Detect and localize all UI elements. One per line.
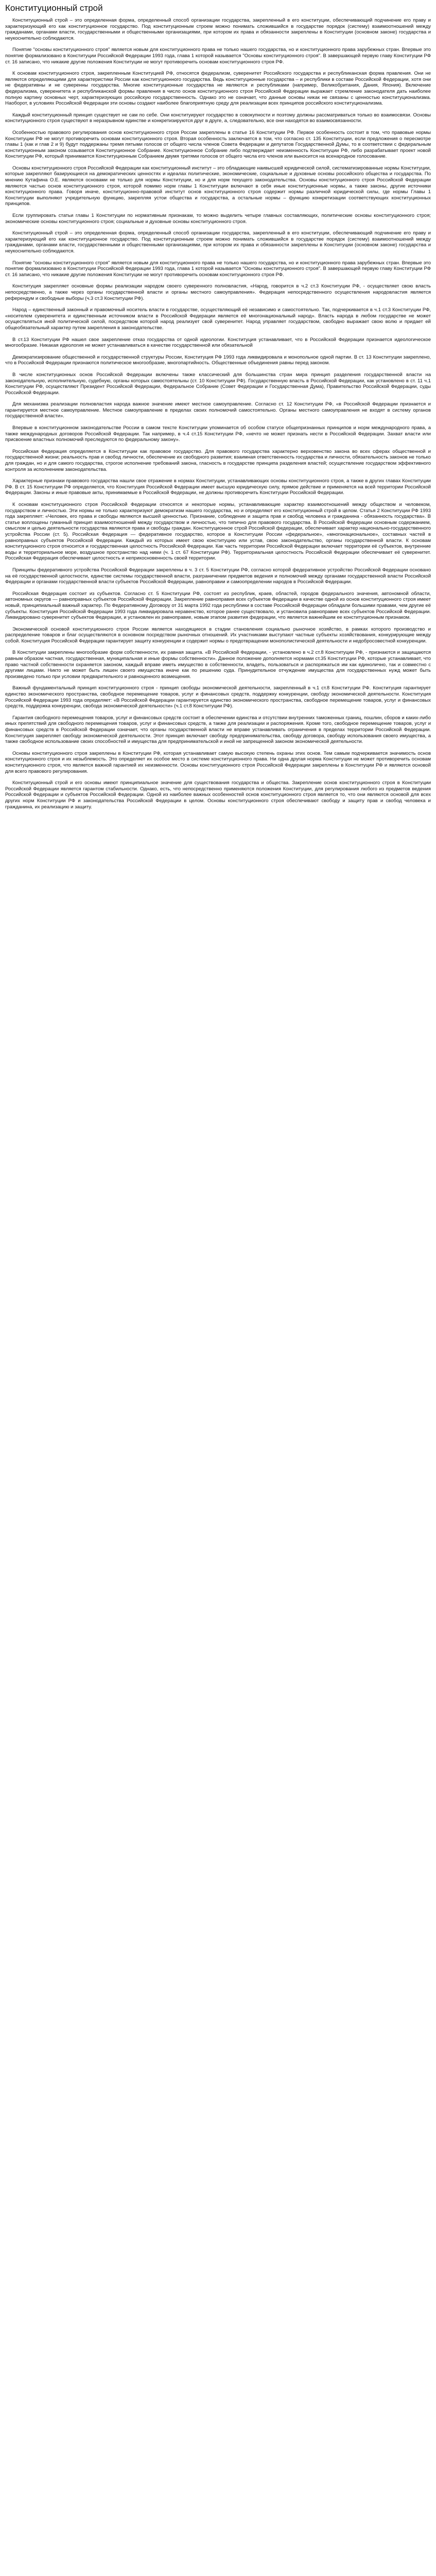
paragraph: Впервые в конституционном законодательстве России в самом тексте Конституции упоминается об особом статусе общепризнанных принципов и норм международного права, а также международных договоров Российской Федерации. Так например, в ч.4 ст.15 Конституции РФ, «нечто не может признать нести в Российской Федерации. Захват власти или присвоение властных полномочий преследуются по федеральному закону». xyxy=(5,425,431,443)
paragraph: Каждый конституционный принцип существует не сам по себе. Они конституируют государство в совокупности и поэтому должны рассматриваться только во взаимосвязи. Основы конституционного строя существуют в неразрывном единстве и конкретизируются друг в друге, а, следовательно, все они находятся во взаимосвязанности. xyxy=(5,112,431,124)
paragraph: В числе конституционных основ Российской Федерации включены также классический для большинства стран мира принцип разделения государственной власти на законодательную, исполнительную, судебную, органы которых самостоятельны (ст. 10 Конституции РФ). Государственную власть в Российской Федерации, как установлено в ст. 11 ч.1 Конституции РФ, осуществляют Президент Российской Федерации, Федеральное Собрание (Совет Федерации и Государственная Дума), Правительство Российской Федерации, суды Российской Федерации. xyxy=(5,371,431,396)
paragraph: Демократизирование общественной и государственной структуры России, Конституция РФ 1993 года ликвидировала и монопольное одной партии. В ст. 13 Конституции закреплено, что в Российской Федерации признаются политическое многообразие, многопартийность. Общественные объединения равны перед законом. xyxy=(5,354,431,366)
paragraph: Понятие "основы конституционного строя" является новым для конституционного права не только нашего государства, но и конституционного права зарубежных стран. Впервые это понятие формализовано в Конституции Российской Федерации 1993 года, глава 1 которой называется "Основы конституционного строя". В завершающей первую главу Конституции РФ ст. 16 записано, что никакие другие положения Конституции не могут противоречить основам конституционного строя РФ. xyxy=(5,47,431,65)
paragraph: Понятие "основы конституционного строя" является новым для конституционного права не только нашего государства, но и конституционного права зарубежных стран. Впервые это понятие формализовано в Конституции Российской Федерации 1993 года, глава 1 которой называется "Основы конституционного строя". В завершающей первую главу Конституции РФ ст. 16 записано, что никакие другие положения Конституции не могут противоречить основам конституционного строя РФ. xyxy=(5,260,431,278)
document-body xyxy=(5,18,431,810)
paragraph: Основы конституционного строя Российской Федерации как конституционный институт – это обладающие наивысшей юридической силой, систематизированные нормы Конституции, которые закрепляют базирующиеся на демократических ценностях и идеалах политические, экономические, социальные и духовные основы российского общества и государства. По мнению Кутафина О.Е. являются основами не только для нормы Конституции, но и для норм текущего законодательства. Основы конституционного строя Российской Федерации являются частью основ конституционного строя, которой помимо норм главы 1 Конституции включают в себя иные конституционные нормы, а также законы, другие источники конституционного права. Говоря иначе, конституционно-правовой институт основ конституционного строя содержит нормы различной юридической силы, где нормы Главы 1 Конституции выполняют учредительную функцию, закрепляя устои общества и государства, а остальные нормы – функцию конкретизации соответствующих конституционных принципов. xyxy=(5,165,431,207)
paragraph: Основы конституционного строя закреплены в Конституции РФ, которая устанавливает самую высокую степень охраны этих основ. Тем самым подчеркивается значимость основ конституционного строя и их незыблемость. Это определяет их особое место в системе конституционного права. Ни одна другая норма Конституции не может противоречить основам конституционного строя, что является важной гарантией их неизменности. Основы конституционного строя Российской Федерации закреплены в Конституции РФ и являются основой для всего правового регулирования. xyxy=(5,750,431,774)
paragraph: Конституционный строй – это определенная форма, определенный способ организации государства, закрепленный в его конституции, обеспечивающий подчинение его праву и характеризующий его как конституционное государство. Под конституционным строем можно понимать сложившийся в государстве порядок (систему) взаимоотношений между гражданами, органами власти, государственными и общественными организациями, при котором их права и обязанности закреплены в Конституции (основном законе) государства и неукоснительно соблюдаются. xyxy=(5,230,431,254)
paragraph: К основам конституционного строя, закрепленным Конституцией РФ, относятся федерализм, суверенитет Российского государства и республиканская форма правления. Они не являются определяющими для характеристики России как конституционного государства. Ведь конституционные государства – и республики в составе Российской Федерации, хотя они не федеративны и не суверенны государства. Многие конституционные государства не являются и республиками (например, Великобритания, Дания, Япония). Включение федерализма, суверенитета и республиканской формы правления в число основ конституционного строя Российской Федерации выражает стремление законодателя дать наиболее полную картину основных черт, характеризующих российскую государственность. Однако это не означает, что данные основы никак не связаны с ценностью конституционализма. Наоборот, в условиях Российской Федерации эти основы создают наиболее благоприятную среду для реализации всех принципов российского конституционализма. xyxy=(5,71,431,107)
paragraph: В ст.13 Конституции РФ нашел свое закрепление отказ государства от одной идеологии. Конституция устанавливает, что в Российской Федерации признается идеологическое многообразие. Никакая идеология не может устанавливаться в качестве государственной или обязательной xyxy=(5,336,431,349)
paragraph: Конституционный строй и его основы имеют принципиальное значение для существования государства и общества. Закрепление основ конституционного строя в Конституции Российской Федерации является гарантом стабильности. Однако, есть, что непосредственно применяются положения Конституции, для регулирования любого из предметов ведения Российской Федерации и субъектов Российской Федерации. Одной из наиболее важных особенностей основ конституционного строя является то, что они являются основой для всех других норм Конституции РФ и законодательства Российской Федерации в целом. Основы конституционного строя обеспечивают свободу и защиту прав и свобод человека и гражданина, их реализацию и защиту. xyxy=(5,780,431,810)
paragraph: Конституционный строй – это определенная форма, определенный способ организации государства, закрепленный в его конституции, обеспечивающий подчинение его праву и характеризующий его как конституционное государство. Под конституционным строем можно понимать сложившийся в государстве порядок (систему) взаимоотношений между гражданами, органами власти, государственными и общественными организациями, при котором их права и обязанности закреплены в Конституции (основном законе) государства и неукоснительно соблюдаются. xyxy=(5,18,431,41)
paragraph: В Конституции закреплены многообразие форм собственности, их равная защита. «В Российской Федерации, - установлено в ч.2 ст.8 Конституции РФ, - признаются и защищаются равным образом частная, государственная, муниципальная и иные формы собственности». Данное положение дополняется нормами ст.35 Конституции РФ, которые устанавливает, что право частной собственности охраняется законом, каждый вправе иметь имущество в собственности, владеть, пользоваться и распоряжаться им как единолично, так и совместно с другими лицами. Никто не может быть лишен своего имущества иначе как по решению суда. Принудительное отчуждение имущества для государственных нужд может быть произведено только при условии предварительного и равноценного возмещения. xyxy=(5,650,431,680)
paragraph: Важный фундаментальный принцип конституционного строя - принцип свободы экономической деятельности, закрепленный в ч.1 ст.8 Конституции РФ. Конституция гарантирует единство экономического пространства, свободное перемещение товаров, услуг и финансовых средств, поддержку конкуренции, свободу экономической деятельности. Конституция Российской Федерации 1993 года определяет: «В Российской Федерации гарантируется единство экономического пространства, свободное перемещение товаров, услуг и финансовых средств, поддержка конкуренции, свобода экономической деятельности» (ч.1 ст.8 Конституции РФ). xyxy=(5,685,431,709)
paragraph: К основам конституционного строя Российской Федерации относятся и некоторые нормы, устанавливающие характер взаимоотношений между обществом и человеком, государством и личностью. Эти нормы не только характеризуют демократизм нашего государства, но и определяют его конституционный строй в целом. Статья 2 Конституции РФ 1993 года закрепляет: «Человек, его права и свободы являются высшей ценностью. Признание, соблюдение и защита прав и свобод человека и гражданина - обязанность государства». В статье воплощены гуманный принцип взаимоотношений между государством и личностью, что типично для правового государства. В Российской Федерации основным содержанием, смыслом и целью деятельности государства являются права и свободы граждан. Конституционное строй Российской федерации, обеспечивает характер национально-государственного устройства России (ст. 5). Российская Федерация — федеративное государство, которое в Конституции России «федеральное», «многонациональное», составных частей в равноправных субъектов Российской Федерации. Каждый из которых имеет свою конституцию или устав, свою законодательство, органы государственной власти. К основам конституционного строя относится и государственная целостность Российской Федерации. Как часть территории Российской Федерации включает территории её субъектов, внутренние воды и территориальное море, воздушное пространство над ними (ч. 1 ст. 67 Конституции РФ). Территориальная целостность Российской Федерации обеспечивает её суверенитет. Российская Федерация обеспечивает целостность и неприкосновенность своей территории. xyxy=(5,502,431,562)
page-title: Конституционный строй xyxy=(5,3,103,13)
paragraph: Российская Федерация определяется в Конституции как правовое государство. Для правового государства характерно верховенство закона во всех сферах общественной и государственной жизни; реальность прав и свобод личности, обеспечение их свободного развития; взаимная ответственность государства и личности, обязательность законов не только для граждан, но и для самого государства, строгое исполнение требований закона, гласность в государстве принципа разделения властей; осуществление государством эффективного контроля за исполнением законодательства. xyxy=(5,448,431,472)
paragraph: Для механизма реализации полновластия народа важное значение имеют местное самоуправление. Согласно ст. 12 Конституции РФ, «в Российской Федерации признается и гарантируется местное самоуправление. Местное самоуправление в пределах своих полномочий самостоятельно. Органы местного самоуправления не входят в систему органов государственной власти». xyxy=(5,401,431,419)
paragraph: Народ – единственный законный и правомочный носитель власти в государстве, осуществляющий её независимо и самостоятельно. Так, подчеркивается в ч.1 ст.3 Конституции РФ, «носителем суверенитета и единственным источником власти в Российской Федерации является её многонациональный народ». Власть народа в любом государстве не может осуществляться иной политической силой, посредством которой народ реализует свой суверенитет. Народ управляет государством, свободно выражает свою волю и придает ей общеобязательный характер путем закрепления в законодательстве. xyxy=(5,307,431,331)
document xyxy=(0,0,436,821)
paragraph: Российская Федерация состоит из субъектов. Согласно ст. 5 Конституции РФ, состоят из республик, краев, областей, городов федерального значения, автономной области, автономных округов — равноправных субъектов Российской Федерации. Закрепление равноправия всех субъектов Федерации в качестве одной из основ конституционного строя имеет новый, принципиальный важный характер. По Федеративному Договору от 31 марта 1992 года республики в составе Российской Федерации обладали большими правами, чем другие её субъекты. Конституция Российской Федерации 1993 года ликвидировала неравенство, которое ранее существовало, и установила равноправие всех субъектов Российской Федерации. Ликвидировано суверенитет субъектов Федерации, и установлен их равноправие, новым этапом развития федерации, что является важнейшим ее конституционным признаком. xyxy=(5,590,431,621)
paragraph: Конституция закрепляет основные формы реализации народом своего суверенного полновластия, «Народ, говорится в ч.2 ст.3 Конституции РФ, - осуществляет свою власть непосредственно, а также через органы государственной власти и органы местного самоуправления». Федерация непосредственного осуществления народовластия является референдум и свободные выборы (ч.3 ст.3 Конституции РФ). xyxy=(5,283,431,301)
paragraph: Особенностью правового регулирования основ конституционного строя России закреплены в статье 16 Конституции РФ. Первое особенность состоит в том, что правовые нормы Конституции РФ не могут противоречить основам конституционного строя. Вторая особенность заключается в том, что согласно ст. 135 Конституции, если предложения о пересмотре главы 1 (как и глав 2 и 9) будут поддержаны тремя пятыми голосов от общего числа членов Совета Федерации и депутатов Государственной Думы, то в соответствии с федеральным конституционным законом созывается Конституционное Собрание. Конституционное Собрание либо подтверждает неизменность Конституции РФ, либо разрабатывает проект новой Конституции РФ, который принимается Конституционным Собранием двумя третями голосов от общего числа его членов или выносится на всенародное голосование. xyxy=(5,129,431,160)
paragraph: Характерные признаки правового государства нашли свое отражение в нормах Конституции, устанавливающих основы конституционного строя, а также в других главах Конституции РФ. В ст. 15 Конституции РФ определяется, что Конституция Российской Федерации имеет высшую юридическую силу, прямое действие и применяется на всей территории Российской Федерации. Законы и иные правовые акты, принимаемые в Российской Федерации, не должны противоречить Конституции Российской Федерации. xyxy=(5,478,431,496)
paragraph: Гарантия свободного перемещения товаров, услуг и финансовых средств состоит в обеспечении единства и отсутствии внутренних таможенных границ, пошлин, сборов и каких-либо иных препятствий для свободного перемещения товаров, услуг и финансовых средств, а также для реализации и распоряжения. Кроме того, свободное перемещение товаров, услуг и финансовых средств в Российской Федерации означает, что органы государственной власти не вправе устанавливать ограничения в пределах территории Российской Федерации. Конституция закрепляет свободу экономической деятельности. Этот принцип включает свободу предпринимательства, свободу договора, свободу использования своего имущества, а также свободное использование своих способностей и имущества для предпринимательской и иной не запрещенной законом экономической деятельности. xyxy=(5,715,431,745)
paragraph: Принципы федеративного устройства Российской Федерации закреплены в ч. 3 ст. 5 Конституции РФ, согласно которой федеративное устройство Российской Федерации основано на её государственной целостности, единстве системы государственной власти, разграничении предметов ведения и полномочий между органами государственной власти Российской Федерации и органами государственной власти субъектов Российской Федерации, равноправии и самоопределении народов в Российской Федерации. xyxy=(5,567,431,585)
paragraph: Экономической основой конституционного строя России является находящиеся в стадии становления социально рыночное хозяйство, в рамках которого производство и распределение товаров и благ осуществляются в основном посредством рыночных отношений. Их участниками выступают частные субъекты хозяйствования, конкурирующие между собой. Конституция Российской Федерации гарантирует защиту конкуренции и содержит нормы о предотвращении монополистической деятельности и недобросовестной конкуренции. xyxy=(5,626,431,644)
paragraph: Если группировать статьи главы 1 Конституции по нормативным признакам, то можно выделить четыре главных составляющих, политические основы конституционного строя; экономические основы конституционного строя; социальные и духовные основы конституционного строя. xyxy=(5,213,431,225)
